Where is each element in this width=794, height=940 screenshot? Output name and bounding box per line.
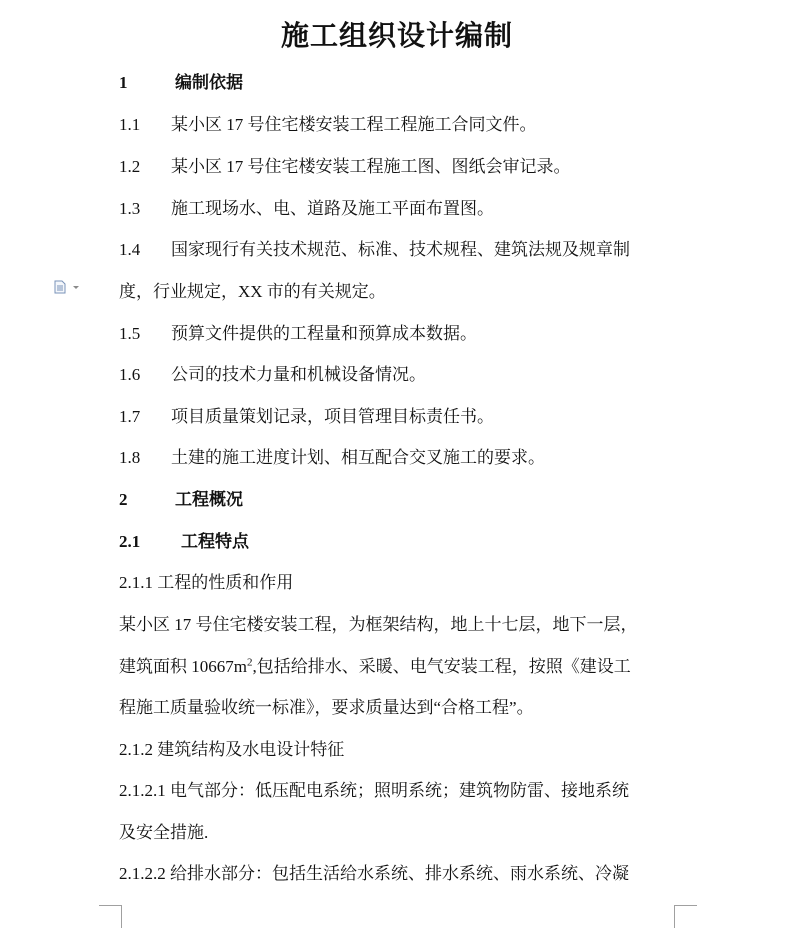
item-number: 1.2 (119, 157, 141, 176)
paragraph-line: 某小区 17 号住宅楼安装工程，为框架结构，地上十七层，地下一层， (119, 615, 638, 634)
document-icon[interactable] (54, 280, 80, 294)
document-title: 施工组织设计编制 (280, 19, 513, 52)
section-2-1-heading (119, 527, 249, 552)
list-item (119, 402, 494, 427)
section-title: 编制依据 (175, 73, 243, 93)
item-text: 预算文件提供的工程量和预算成本数据。 (171, 324, 477, 343)
item-number: 1.8 (119, 448, 141, 467)
paragraph-line: 2.1.2.1 电气部分：低压配电系统；照明系统；建筑物防雷、接地系统 (119, 781, 629, 800)
section-title: 工程特点 (181, 532, 249, 552)
section-1-heading (119, 68, 243, 93)
item-text: 某小区 17 号住宅楼安装工程施工图、图纸会审记录。 (171, 157, 571, 176)
item-text: 某小区 17 号住宅楼安装工程工程施工合同文件。 (171, 115, 537, 134)
item-number: 1.5 (119, 324, 141, 343)
list-item (119, 152, 571, 177)
list-item-continuation: 度，行业规定，XX 市的有关规定。 (119, 282, 386, 301)
section-2-heading (119, 485, 243, 510)
list-item (119, 443, 545, 468)
superscript: 2 (246, 656, 253, 669)
page-corner-mark-right (674, 905, 697, 928)
list-item (119, 319, 477, 344)
item-number: 1.7 (119, 407, 141, 426)
list-item (119, 360, 426, 385)
paragraph-line (119, 652, 631, 677)
subsection-heading: 2.1.1 工程的性质和作用 (119, 573, 294, 592)
section-title: 工程概况 (175, 490, 243, 510)
item-number: 1.3 (119, 199, 141, 218)
item-number: 1.6 (119, 365, 141, 384)
item-text: 项目质量策划记录，项目管理目标责任书。 (171, 407, 494, 426)
item-text: 公司的技术力量和机械设备情况。 (171, 365, 426, 384)
section-number: 1 (119, 73, 128, 92)
section-number: 2.1 (119, 532, 141, 551)
list-item (119, 235, 630, 260)
page-corner-mark-left (99, 905, 122, 928)
list-item (119, 194, 494, 219)
item-number: 1.1 (119, 115, 141, 134)
paragraph-text: 建筑面积 10667m (119, 657, 247, 676)
list-item (119, 110, 537, 135)
item-text: 土建的施工进度计划、相互配合交叉施工的要求。 (171, 448, 545, 467)
section-number: 2 (119, 490, 128, 509)
item-number: 1.4 (119, 240, 141, 259)
item-text: 施工现场水、电、道路及施工平面布置图。 (171, 199, 494, 218)
paragraph-line: 程施工质量验收统一标准》，要求质量达到“合格工程”。 (119, 698, 534, 717)
item-text: 国家现行有关技术规范、标准、技术规程、建筑法规及规章制 (171, 240, 630, 259)
paragraph-line: 2.1.2.2 给排水部分：包括生活给水系统、排水系统、雨水系统、冷凝 (119, 864, 629, 883)
subsection-heading: 2.1.2 建筑结构及水电设计特征 (119, 740, 345, 759)
paragraph-text: ,包括给排水、采暖、电气安装工程，按照《建设工 (252, 657, 631, 676)
paragraph-line: 及安全措施. (119, 823, 209, 842)
